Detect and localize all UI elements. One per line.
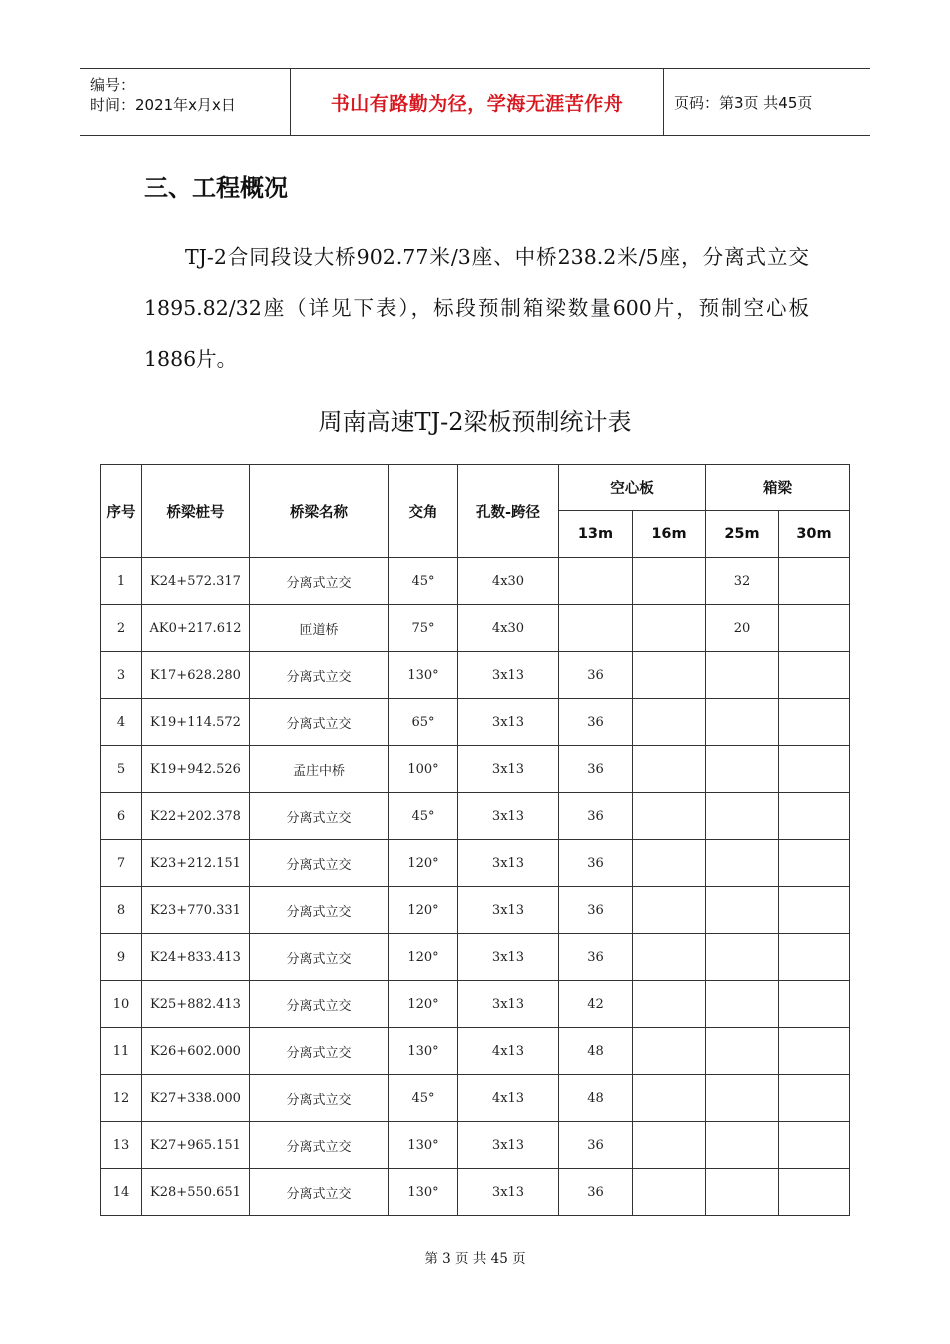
cell-13m: 36 bbox=[559, 746, 633, 793]
cell-span: 3x13 bbox=[458, 934, 559, 981]
cell-30m bbox=[779, 746, 850, 793]
cell-16m bbox=[633, 605, 706, 652]
cell-30m bbox=[779, 699, 850, 746]
cell-16m bbox=[633, 793, 706, 840]
cell-30m bbox=[779, 1028, 850, 1075]
table-row bbox=[101, 1075, 850, 1122]
cell-25m bbox=[706, 1075, 779, 1122]
cell-seq: 1 bbox=[101, 558, 142, 605]
header-motto-cell bbox=[291, 69, 664, 136]
cell-13m: 36 bbox=[559, 699, 633, 746]
table-title: 周南高速TJ-2梁板预制统计表 bbox=[318, 408, 632, 436]
table-row bbox=[101, 840, 850, 887]
cell-seq: 12 bbox=[101, 1075, 142, 1122]
cell-25m: 32 bbox=[706, 558, 779, 605]
cell-30m bbox=[779, 1122, 850, 1169]
cell-station: K26+602.000 bbox=[142, 1028, 250, 1075]
table-row bbox=[101, 887, 850, 934]
header-span: 孔数-跨径 bbox=[458, 465, 559, 558]
header-hollow-slab: 空心板 bbox=[559, 465, 706, 511]
cell-bridge-name: 分离式立交 bbox=[250, 934, 389, 981]
cell-bridge-name: 分离式立交 bbox=[250, 1122, 389, 1169]
cell-span: 4x30 bbox=[458, 605, 559, 652]
cell-16m bbox=[633, 558, 706, 605]
cell-13m: 36 bbox=[559, 934, 633, 981]
cell-span: 3x13 bbox=[458, 793, 559, 840]
cell-bridge-name: 分离式立交 bbox=[250, 840, 389, 887]
cell-30m bbox=[779, 981, 850, 1028]
table-row bbox=[101, 652, 850, 699]
header-motto: 书山有路勤为径，学海无涯苦作舟 bbox=[330, 92, 624, 115]
cell-16m bbox=[633, 934, 706, 981]
beam-statistics-table bbox=[100, 464, 850, 1216]
table-body bbox=[101, 558, 850, 1216]
cell-seq: 8 bbox=[101, 887, 142, 934]
cell-25m bbox=[706, 699, 779, 746]
cell-25m: 20 bbox=[706, 605, 779, 652]
cell-span: 3x13 bbox=[458, 652, 559, 699]
cell-span: 4x30 bbox=[458, 558, 559, 605]
cell-station: K27+965.151 bbox=[142, 1122, 250, 1169]
document-time-label: 时间：2021年x月x日 bbox=[90, 96, 236, 114]
cell-angle: 45° bbox=[389, 1075, 458, 1122]
cell-16m bbox=[633, 1169, 706, 1216]
cell-16m bbox=[633, 699, 706, 746]
cell-16m bbox=[633, 1075, 706, 1122]
cell-bridge-name: 分离式立交 bbox=[250, 558, 389, 605]
cell-30m bbox=[779, 558, 850, 605]
cell-angle: 130° bbox=[389, 1169, 458, 1216]
cell-angle: 130° bbox=[389, 1122, 458, 1169]
cell-bridge-name: 分离式立交 bbox=[250, 793, 389, 840]
cell-30m bbox=[779, 887, 850, 934]
cell-25m bbox=[706, 1122, 779, 1169]
cell-station: K23+770.331 bbox=[142, 887, 250, 934]
cell-16m bbox=[633, 840, 706, 887]
cell-angle: 100° bbox=[389, 746, 458, 793]
cell-span: 4x13 bbox=[458, 1028, 559, 1075]
cell-seq: 13 bbox=[101, 1122, 142, 1169]
cell-bridge-name: 孟庄中桥 bbox=[250, 746, 389, 793]
cell-25m bbox=[706, 981, 779, 1028]
table-row bbox=[101, 746, 850, 793]
cell-25m bbox=[706, 887, 779, 934]
cell-seq: 10 bbox=[101, 981, 142, 1028]
header-box-girder: 箱梁 bbox=[706, 465, 850, 511]
header-seq: 序号 bbox=[101, 465, 142, 558]
header-30m: 30m bbox=[779, 511, 850, 558]
header-meta bbox=[80, 69, 291, 136]
cell-bridge-name: 匝道桥 bbox=[250, 605, 389, 652]
cell-seq: 6 bbox=[101, 793, 142, 840]
cell-16m bbox=[633, 887, 706, 934]
cell-bridge-name: 分离式立交 bbox=[250, 887, 389, 934]
cell-bridge-name: 分离式立交 bbox=[250, 981, 389, 1028]
cell-25m bbox=[706, 652, 779, 699]
cell-bridge-name: 分离式立交 bbox=[250, 1169, 389, 1216]
cell-span: 3x13 bbox=[458, 746, 559, 793]
cell-station: K19+942.526 bbox=[142, 746, 250, 793]
header-bridge-name: 桥梁名称 bbox=[250, 465, 389, 558]
cell-angle: 45° bbox=[389, 793, 458, 840]
table-row bbox=[101, 605, 850, 652]
cell-13m bbox=[559, 605, 633, 652]
cell-seq: 9 bbox=[101, 934, 142, 981]
cell-seq: 4 bbox=[101, 699, 142, 746]
cell-angle: 130° bbox=[389, 1028, 458, 1075]
section-paragraph: TJ-2合同段设大桥902.77米/3座、中桥238.2米/5座，分离式立交1895.82/32座（详见下表），标段预制箱梁数量600片，预制空心板1886片。 bbox=[144, 245, 809, 371]
cell-16m bbox=[633, 981, 706, 1028]
cell-25m bbox=[706, 746, 779, 793]
cell-station: K17+628.280 bbox=[142, 652, 250, 699]
header-angle: 交角 bbox=[389, 465, 458, 558]
header-station: 桥梁桩号 bbox=[142, 465, 250, 558]
cell-span: 4x13 bbox=[458, 1075, 559, 1122]
table-row bbox=[101, 793, 850, 840]
cell-station: K25+882.413 bbox=[142, 981, 250, 1028]
cell-angle: 45° bbox=[389, 558, 458, 605]
cell-30m bbox=[779, 793, 850, 840]
cell-station: K24+572.317 bbox=[142, 558, 250, 605]
cell-station: K24+833.413 bbox=[142, 934, 250, 981]
cell-16m bbox=[633, 652, 706, 699]
cell-16m bbox=[633, 1122, 706, 1169]
cell-16m bbox=[633, 1028, 706, 1075]
cell-13m: 48 bbox=[559, 1075, 633, 1122]
table-row bbox=[101, 981, 850, 1028]
table-row bbox=[101, 1169, 850, 1216]
cell-bridge-name: 分离式立交 bbox=[250, 652, 389, 699]
cell-station: AK0+217.612 bbox=[142, 605, 250, 652]
cell-13m: 36 bbox=[559, 793, 633, 840]
cell-seq: 3 bbox=[101, 652, 142, 699]
cell-span: 3x13 bbox=[458, 840, 559, 887]
cell-seq: 5 bbox=[101, 746, 142, 793]
header-13m: 13m bbox=[559, 511, 633, 558]
cell-angle: 75° bbox=[389, 605, 458, 652]
cell-13m: 36 bbox=[559, 887, 633, 934]
cell-30m bbox=[779, 840, 850, 887]
cell-bridge-name: 分离式立交 bbox=[250, 1028, 389, 1075]
cell-seq: 7 bbox=[101, 840, 142, 887]
cell-13m: 36 bbox=[559, 840, 633, 887]
header-page-info: 页码：第3页 共45页 bbox=[664, 69, 871, 136]
section-title: 三、工程概况 bbox=[144, 174, 288, 202]
header-25m: 25m bbox=[706, 511, 779, 558]
cell-station: K28+550.651 bbox=[142, 1169, 250, 1216]
document-number-label: 编号： bbox=[90, 76, 136, 94]
cell-30m bbox=[779, 1075, 850, 1122]
cell-25m bbox=[706, 840, 779, 887]
cell-seq: 14 bbox=[101, 1169, 142, 1216]
cell-seq: 2 bbox=[101, 605, 142, 652]
cell-30m bbox=[779, 1169, 850, 1216]
cell-13m: 48 bbox=[559, 1028, 633, 1075]
cell-station: K23+212.151 bbox=[142, 840, 250, 887]
cell-angle: 120° bbox=[389, 840, 458, 887]
cell-span: 3x13 bbox=[458, 981, 559, 1028]
table-row bbox=[101, 1122, 850, 1169]
cell-span: 3x13 bbox=[458, 887, 559, 934]
cell-span: 3x13 bbox=[458, 1122, 559, 1169]
cell-13m: 42 bbox=[559, 981, 633, 1028]
cell-25m bbox=[706, 793, 779, 840]
cell-angle: 120° bbox=[389, 887, 458, 934]
cell-25m bbox=[706, 1028, 779, 1075]
cell-25m bbox=[706, 1169, 779, 1216]
table-row bbox=[101, 934, 850, 981]
cell-angle: 120° bbox=[389, 934, 458, 981]
cell-bridge-name: 分离式立交 bbox=[250, 699, 389, 746]
cell-station: K22+202.378 bbox=[142, 793, 250, 840]
cell-16m bbox=[633, 746, 706, 793]
cell-30m bbox=[779, 652, 850, 699]
document-header bbox=[80, 68, 870, 136]
cell-span: 3x13 bbox=[458, 1169, 559, 1216]
header-16m: 16m bbox=[633, 511, 706, 558]
cell-bridge-name: 分离式立交 bbox=[250, 1075, 389, 1122]
cell-station: K27+338.000 bbox=[142, 1075, 250, 1122]
table-row bbox=[101, 1028, 850, 1075]
page-footer: 第 3 页 共 45 页 bbox=[424, 1251, 526, 1267]
cell-angle: 130° bbox=[389, 652, 458, 699]
cell-span: 3x13 bbox=[458, 699, 559, 746]
cell-angle: 65° bbox=[389, 699, 458, 746]
table-row bbox=[101, 699, 850, 746]
cell-13m: 36 bbox=[559, 652, 633, 699]
cell-30m bbox=[779, 934, 850, 981]
cell-13m: 36 bbox=[559, 1122, 633, 1169]
table-row bbox=[101, 558, 850, 605]
cell-30m bbox=[779, 605, 850, 652]
cell-13m: 36 bbox=[559, 1169, 633, 1216]
cell-25m bbox=[706, 934, 779, 981]
cell-seq: 11 bbox=[101, 1028, 142, 1075]
cell-angle: 120° bbox=[389, 981, 458, 1028]
cell-station: K19+114.572 bbox=[142, 699, 250, 746]
cell-13m bbox=[559, 558, 633, 605]
